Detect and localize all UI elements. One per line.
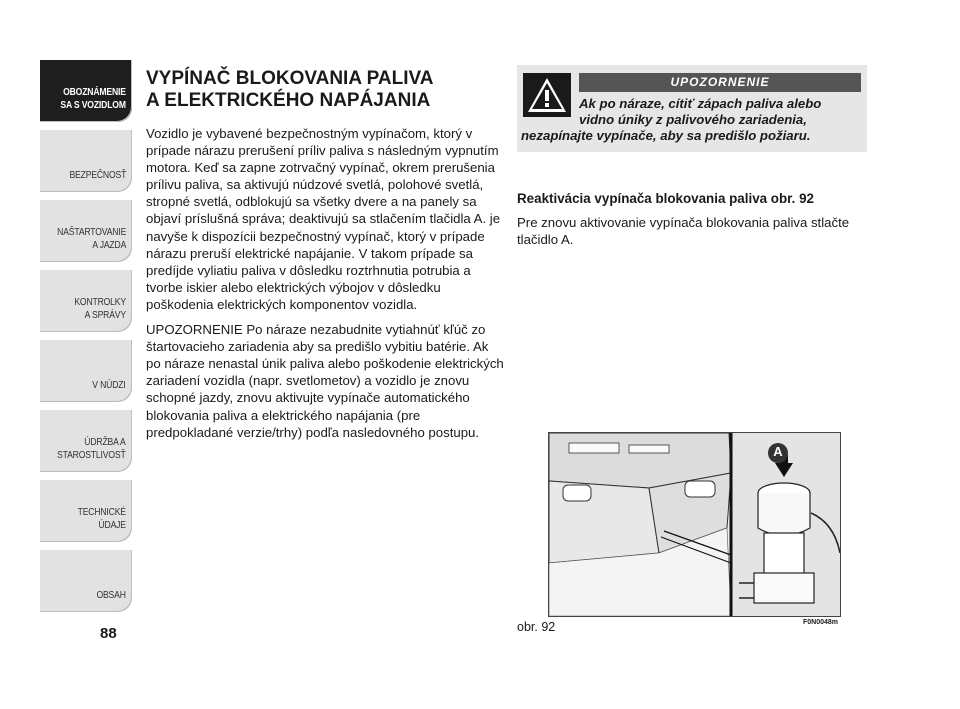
tab-technicke-udaje[interactable] xyxy=(40,480,132,542)
tab-label: TECHNICKÉ ÚDAJE xyxy=(77,506,126,531)
tab-label: KONTROLKY A SPRÁVY xyxy=(74,296,126,321)
body-paragraph: UPOZORNENIE Po náraze nezabudnite vytiahnúť kľúč zo štartovacieho zariadenia aby sa predišlo vybitiu batérie. Ak po náraze nenastal únik paliva alebo poškodenie elektrických zariadení vozidla (napr. svetlometov) a vozidlo je znovu schopné jazdy, znovu aktivujte vypínače automatického blokovania paliva a elektrického napájania (pre predpokladané verzie/trhy) podľa nasledovného postupu. xyxy=(146,322,504,440)
reactivation-text: Pre znovu aktivovanie vypínača blokovania paliva stlačte tlačidlo A. xyxy=(517,215,850,248)
warning-triangle-icon xyxy=(523,73,571,117)
tab-nastartovanie[interactable] xyxy=(40,200,132,262)
page-number: 88 xyxy=(100,625,117,642)
figure-fuel-cutoff-switch xyxy=(548,432,841,617)
section-title: VYPÍNAČ BLOKOVANIA PALIVA A ELEKTRICKÉHO NAPÁJANIA xyxy=(146,68,434,111)
body-paragraph: Vozidlo je vybavené bezpečnostným vypínačom, ktorý v prípade nárazu prerušení príliv paliva s následným vypnutím motora. Keď sa zapne zotrvačný vypínač, okrem prerušenia prílivu paliva, sa aktivujú núdzové svetlá, polohové svetlá, stropné svetlá, odblokujú sa všetky dvere a na panely sa objaví príslušná správa; deaktivujú sa stlačením tlačidla A. je navyše k dispozícii bezpečnostný vypínač, ktorý v prípade nárazu preruší elektrické napájanie. V takom prípade sa predíjde vyliatiu paliva v dôsledku roztrhnutia potrubia a tvorbe iskier alebo elektrických výbojov v dôsledku poškodenia elektrických komponentov vozidla. xyxy=(146,126,501,312)
tab-oboznamenie[interactable] xyxy=(40,60,132,122)
tab-label: V NÚDZI xyxy=(92,379,126,391)
tab-label: OBOZNÁMENIE SA S VOZIDLOM xyxy=(60,86,126,111)
callout-label: A xyxy=(773,444,783,459)
tab-label: NAŠTARTOVANIE A JAZDA xyxy=(56,226,126,251)
tab-v-nudzi[interactable] xyxy=(40,340,132,402)
warning-text-line: Ak po náraze, cítiť zápach paliva alebo xyxy=(579,96,822,111)
tab-bezpecnost[interactable] xyxy=(40,130,132,192)
tab-kontrolky[interactable] xyxy=(40,270,132,332)
tab-label: ÚDRŽBA A STAROSTLIVOSŤ xyxy=(57,436,126,461)
figure-illustration xyxy=(549,433,840,616)
reactivation-heading: Reaktivácia vypínača blokovania paliva obr. 92 xyxy=(517,191,814,206)
section-body xyxy=(146,125,506,449)
tab-label: OBSAH xyxy=(96,589,126,601)
figure-code: F0N0048m xyxy=(803,619,839,626)
warning-text-line: vidno úniky z palivového zariadenia, xyxy=(579,112,807,127)
warning-heading: UPOZORNENIE xyxy=(579,73,861,92)
warning-box xyxy=(517,65,867,152)
tab-obsah[interactable] xyxy=(40,550,132,612)
figure-caption: obr. 92 xyxy=(517,620,556,634)
warning-text-line: nezapínajte vypínače, aby sa predišlo požiaru. xyxy=(521,128,811,143)
tab-label: BEZPEČNOSŤ xyxy=(69,169,126,181)
tab-udrzba[interactable] xyxy=(40,410,132,472)
